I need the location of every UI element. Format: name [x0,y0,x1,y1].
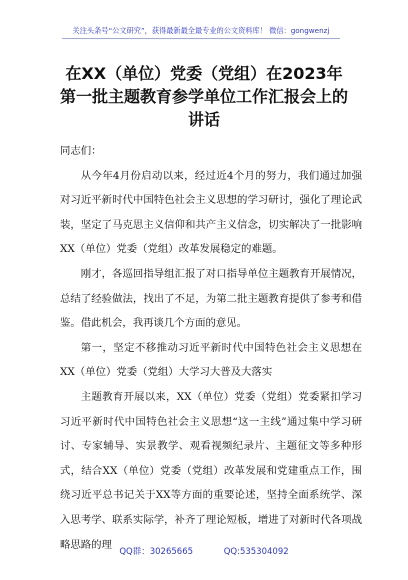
footer-qq-group: QQ群：30265665 [119,547,194,557]
footer-contact [0,545,408,557]
title-line-2: 第一批主题教育参学单位工作汇报会上的 [59,87,348,106]
title-line-1: 在XX（单位）党委（党组）在2023年 [65,64,343,83]
document-title [40,62,368,131]
paragraph-1: 从今年4月份启动以来，经过近4个月的努力，我们通过加强对习近平新时代中国特色社会主义思想的学习研讨，强化了理论武装，坚定了马克思主义信仰和共产主义信念，切实解决了一批影响XX（单位）党委（党组）改革发展稳定的难题。 [60,169,362,256]
paragraph-3-heading: 第一，坚定不移推动习近平新时代中国特色社会主义思想在XX（单位）党委（党组）大学习大普及大落实 [60,341,362,379]
header-banner: 关注头条号“公文研究”，获得最新最全最专业的公文资料库！ 微信：gongwenzj [62,24,340,39]
title-line-3: 讲话 [187,110,220,129]
speech-body [60,139,362,557]
paragraph-2: 刚才，各巡回指导组汇报了对口指导单位主题教育开展情况，总结了经验做法，找出了不足，为第二批主题教育提供了参考和借鉴。借此机会，我再谈几个方面的意见。 [60,267,362,330]
salutation: 同志们： [60,145,102,157]
paragraph-4: 主题教育开展以来，XX（单位）党委（党组）党委紧扣学习习近平新时代中国特色社会主义思想“这一主线”通过集中学习研讨、专家辅导、实景教学、观看视频纪录片、主题征文等多种形式，结合XX（单位）党委（党组）改革发展和党建重点工作，围绕习近平总书记关于XX等方面的重要论述，坚持全面系统学、深入思考学、联系实际学，补齐了理论短板，增进了对新时代各项战略思路的理 [60,390,362,551]
footer-qq: QQ:535304092 [223,547,289,557]
